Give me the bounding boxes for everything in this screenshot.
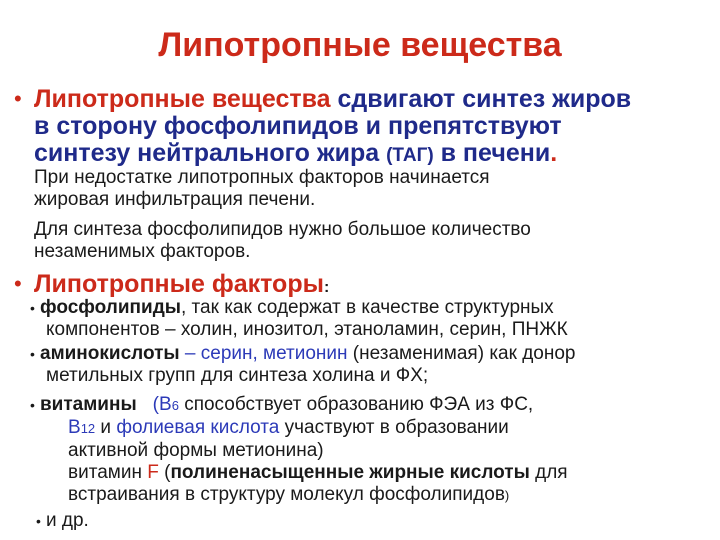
vitamins-open-paren: ( [152,394,159,415]
factors-heading [34,270,329,299]
intro-line-1-rest: сдвигают синтез жиров [330,85,632,113]
sub-bullet: • [36,513,41,529]
etc-text: и др. [46,510,89,531]
amino-term: аминокислоты [40,343,180,364]
phospholipids-line-1: , так как содержат в качестве структурных [181,297,554,318]
folic-acid: фолиевая кислота [116,417,280,438]
sub-bullet: • [30,346,35,362]
intro-para-2 [34,219,631,263]
vitamin-f-letter: F [147,462,159,483]
intro-line-3 [34,140,631,169]
intro-period: . [550,139,558,167]
vitamins-and: и [95,417,117,438]
vitamins-line-2-rest: участвуют в образовании [279,417,509,438]
amino-line-1-rest: (незаменимая) как донор [347,343,576,364]
bullet-marker: • [14,86,22,111]
vitamin-b12-sub: 12 [80,421,96,436]
slide-title: Липотропные вещества [158,26,562,64]
list-item-vitamins [30,394,576,417]
amino-line-2: метильных групп для синтеза холина и ФХ; [46,365,429,386]
vitamins-line-5 [30,484,576,507]
phospholipids-term: фосфолипиды [40,297,181,318]
vitamins-line-1-rest: способствует образованию ФЭА из ФС, [178,394,534,415]
vitamins-line-3: активной формы метионина) [68,440,324,461]
vitamin-b12: В [68,417,81,438]
intro-para-2-line-2: незаменимых факторов. [34,241,251,262]
vitamin-b6-sub: 6 [171,398,179,413]
list-item-amino [30,343,576,365]
amino-examples: серин, метионин [200,343,348,364]
intro-line-3-a: синтезу нейтрального жира [34,139,387,167]
intro-para-2-line-1: Для синтеза фосфолипидов нужно большое количество [34,219,531,240]
intro-para-1-line-2: жировая инфильтрация печени. [34,189,316,210]
vitamin-b6: В [159,394,172,415]
factors-title: Липотропные факторы [34,270,324,298]
intro-tag: (ТАГ) [386,145,434,166]
intro-block [34,86,631,263]
list-item-etc [30,510,576,532]
sub-bullet: • [30,397,35,413]
factors-list [30,297,576,532]
phospholipids-line-2: компонентов – холин, инозитол, этаноламин, серин, ПНЖК [46,319,568,340]
intro-para-1 [34,167,631,211]
intro-line-3-c: в печени [433,139,551,167]
bullet-marker: • [14,271,22,296]
vitamins-term: витамины [40,394,137,415]
vitamins-line-4 [30,462,576,484]
intro-term: Липотропные вещества [34,85,331,113]
vitamins-line-5-text: встраивания в структуру молекул фосфолипидов [68,484,505,505]
vitamin-f-open: ( [158,462,171,483]
list-item-phospholipids [30,297,576,319]
vitamins-close-paren: ) [504,488,510,503]
intro-line-1 [34,86,631,113]
intro-line-2: в сторону фосфолипидов и препятствуют [34,112,562,140]
vitamins-line-2 [30,417,576,440]
factors-colon: : [323,279,330,296]
sub-bullet: • [30,300,35,316]
vitamin-f-label: витамин [68,462,148,483]
amino-dash: – [179,343,201,364]
intro-para-1-line-1: При недостатке липотропных факторов начинается [34,167,490,188]
pufa-term: полиненасыщенные жирные кислоты [170,462,530,483]
vitamins-line-4-rest: для [529,462,568,483]
